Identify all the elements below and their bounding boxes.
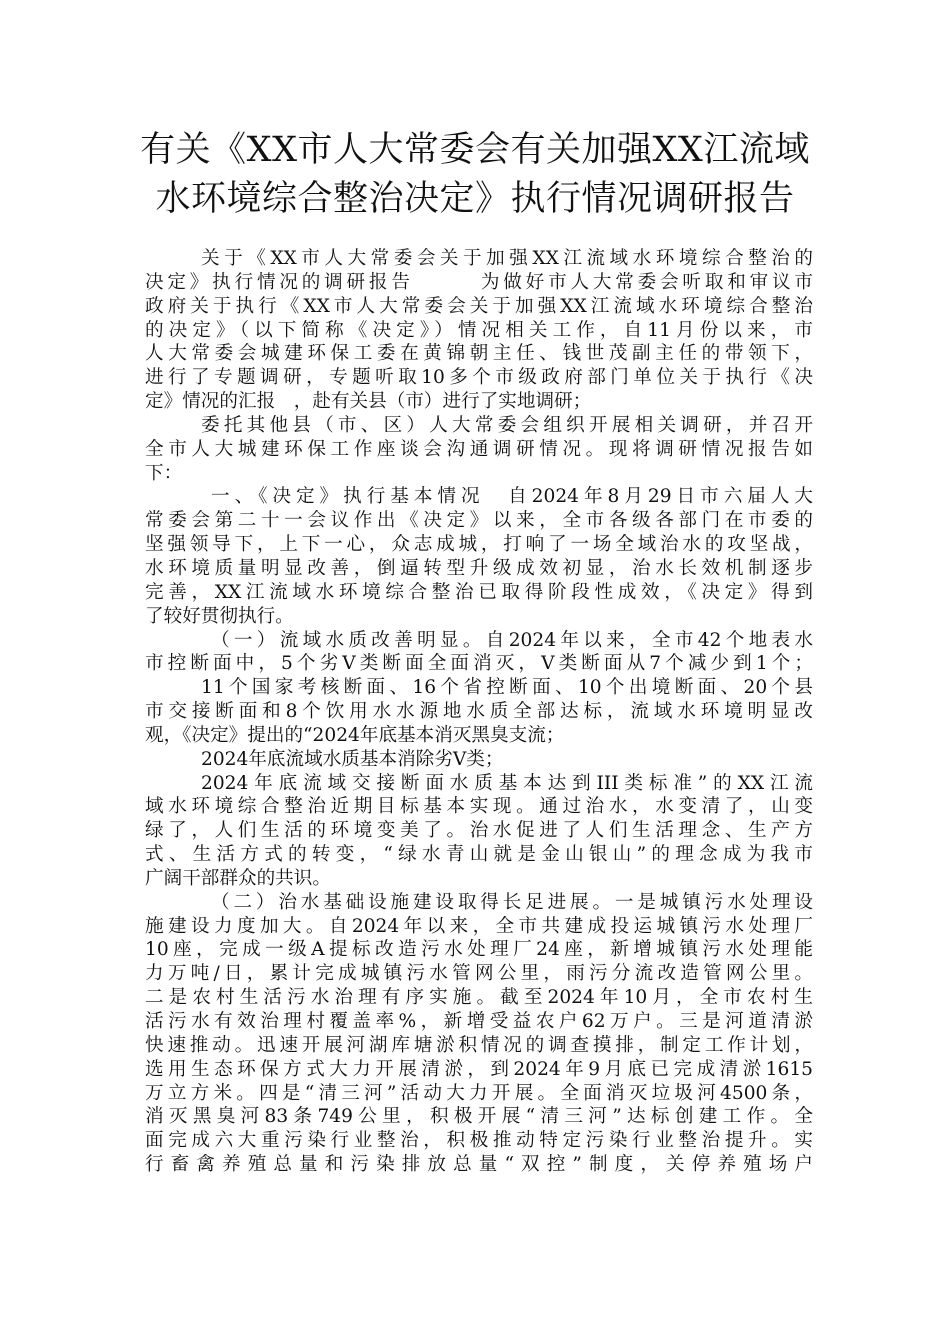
body-line: 了较好贯彻执行。: [145, 605, 294, 627]
body-line: 的决定》（以下简称《决定》）情况相关工作，自11月份以来，市: [145, 319, 813, 341]
body-line: 2024年底流域水质基本消除劣Ⅴ类；: [201, 748, 504, 770]
body-line: 11个国家考核断面、16个省控断面、10个出境断面、20个县: [201, 677, 813, 699]
body-line: 关于《XX市人大常委会关于加强XX江流域水环境综合整治的: [201, 248, 813, 269]
body-line: 坚强领导下，上下一心，众志成城，打响了一场全域治水的攻坚战，: [145, 534, 813, 556]
body-line: 选用生态环保方式大力开展清淤，到2024年9月底已完成清淤1615: [145, 1058, 813, 1080]
body-line: 市交接断面和8个饮用水水源地水质全部达标，流域水环境明显改: [145, 701, 813, 723]
document-body: [145, 247, 813, 1177]
body-line: 万立方米。四是“清三河”活动大力开展。全面消灭垃圾河4500条，: [145, 1082, 813, 1104]
body-line: 全市人大城建环保工作座谈会沟通调研情况。现将调研情况报告如: [145, 438, 813, 460]
body-line: 完善，XX江流域水环境综合整治已取得阶段性成效，《决定》得到: [145, 581, 813, 603]
body-line: 活污水有效治理村覆盖率%，新增受益农户62万户。三是河道清淤: [145, 1011, 813, 1032]
body-line: 式、生活方式的转变，“绿水青山就是金山银山”的理念成为我市: [145, 844, 813, 866]
body-line: 一、《决定》执行基本情况 自2024年8月29日市六届人大: [211, 486, 813, 508]
body-line: 2024年底流域交接断面水质基本达到III类标准”的XX江流: [201, 772, 813, 794]
body-line: 观，《决定》提出的“2024年底基本消灭黑臭支流；: [145, 724, 565, 746]
body-line: 行畜禽养殖总量和污染排放总量“双控”制度，关停养殖场户: [145, 1154, 813, 1176]
body-line: 施建设力度加大。自2024年以来，全市共建成投运城镇污水处理厂: [145, 915, 813, 937]
document-title: [120, 126, 830, 224]
body-line: 10座，完成一级A提标改造污水处理厂24座，新增城镇污水处理能: [145, 939, 813, 961]
body-line: 域水环境综合整治近期目标基本实现。通过治水，水变清了，山变: [145, 796, 813, 818]
body-line: 人大常委会城建环保工委在黄锦朝主任、钱世茂副主任的带领下，: [145, 343, 813, 365]
body-line: 市控断面中，5个劣Ⅴ类断面全面消灭，Ⅴ类断面从7个减少到1个；: [145, 653, 813, 675]
title-line-1: 有关《XX市人大常委会有关加强XX江流域: [140, 130, 810, 170]
body-line: 委托其他县（市、区）人大常委会组织开展相关调研，并召开: [201, 414, 813, 436]
title-line-2: 水环境综合整治决定》执行情况调研报告: [155, 179, 795, 219]
body-line: 进行了专题调研，专题听取10多个市级政府部门单位关于执行《决: [145, 367, 813, 389]
body-line: 政府关于执行《XX市人大常委会关于加强XX江流域水环境综合整治: [145, 295, 813, 317]
body-line: 消灭黑臭河83条749公里，积极开展“清三河”达标创建工作。全: [145, 1106, 813, 1128]
body-line: 定》情况的汇报 ，赴有关县（市）进行了实地调研；: [145, 391, 592, 413]
body-line: 水环境质量明显改善，倒逼转型升级成效初显，治水长效机制逐步: [145, 557, 813, 579]
body-line: 下：: [145, 462, 183, 484]
body-line: 广阔干部群众的共识。: [145, 867, 331, 889]
body-line: 绿了，人们生活的环境变美了。治水促进了人们生活理念、生产方: [145, 820, 813, 842]
body-line: （二）治水基础设施建设取得长足进展。一是城镇污水处理设: [211, 891, 813, 913]
body-line: （一）流域水质改善明显。自2024年以来，全市42个地表水: [211, 629, 813, 651]
body-line: 面完成六大重污染行业整治，积极推动特定污染行业整治提升。实: [145, 1130, 813, 1152]
body-line: 决定》执行情况的调研报告 为做好市人大常委会听取和审议市: [145, 271, 813, 293]
body-line: 快速推动。迅速开展河湖库塘淤积情况的调查摸排，制定工作计划，: [145, 1034, 813, 1056]
body-line: 常委会第二十一会议作出《决定》以来，全市各级各部门在市委的: [145, 510, 813, 532]
body-line: 二是农村生活污水治理有序实施。截至2024年10月，全市农村生: [145, 987, 813, 1009]
body-line: 力万吨/日，累计完成城镇污水管网公里，雨污分流改造管网公里。: [145, 963, 813, 985]
